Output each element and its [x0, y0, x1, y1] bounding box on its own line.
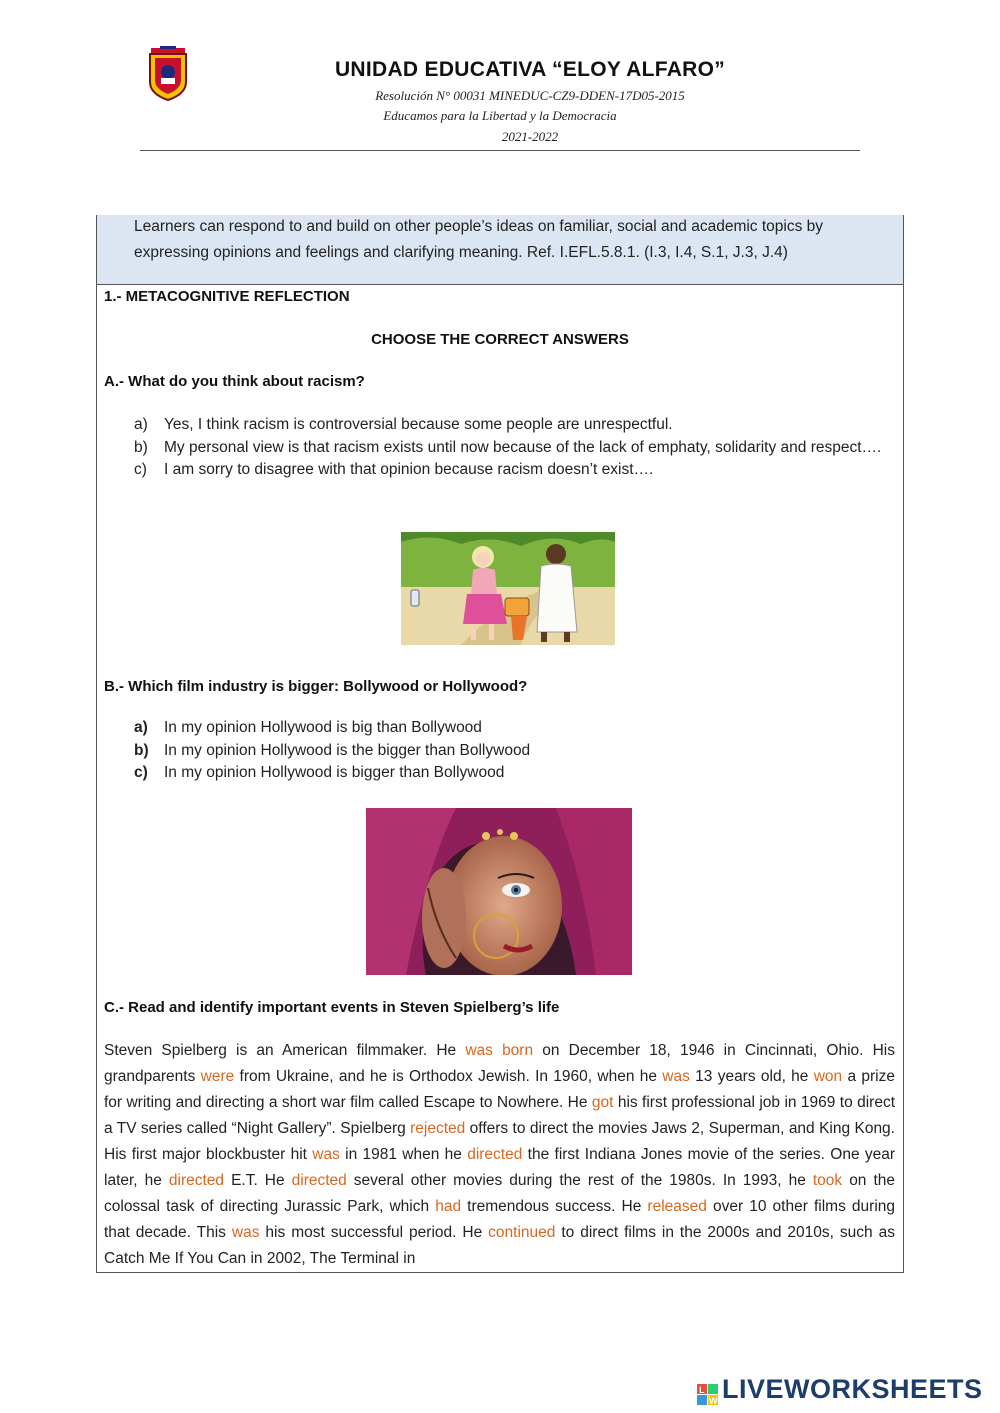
- passage-text: over 10 other films during that decade. This: [104, 1198, 895, 1241]
- option-letter: c): [134, 461, 147, 478]
- liveworksheets-watermark: LIVEWORKSHEETS: [722, 1374, 983, 1404]
- highlighted-verb: directed: [291, 1172, 347, 1189]
- passage-text: on December 18, 1946 in Cincinnati, Ohio. His grandparents: [104, 1042, 895, 1085]
- highlighted-verb: continued: [488, 1224, 556, 1241]
- passage-text: from Ukraine, and he is Orthodox Jewish. In 1960, when he: [234, 1068, 663, 1085]
- spielberg-reading-passage: [104, 1038, 895, 1270]
- section-heading: 1.- METACOGNITIVE REFLECTION: [104, 288, 350, 305]
- question-a-options: [134, 414, 894, 482]
- option-text: In my opinion Hollywood is the bigger than Bollywood: [164, 741, 531, 759]
- passage-text: the first Indiana Jones movie of the series. One year later, he: [104, 1146, 895, 1189]
- logo-letter: W: [709, 1396, 718, 1406]
- option-text: In my opinion Hollywood is bigger than Bollywood: [164, 764, 505, 781]
- school-title: UNIDAD EDUCATIVA “ELOY ALFARO”: [334, 58, 726, 81]
- question-c-title: C.- Read and identify important events in Steven Spielberg’s life: [104, 999, 560, 1016]
- highlighted-verb: was: [231, 1224, 260, 1241]
- answer-option[interactable]: [134, 762, 894, 785]
- racism-cartoon-image: [401, 532, 615, 645]
- highlighted-verb: was born: [465, 1042, 534, 1059]
- option-letter: b): [134, 438, 148, 456]
- option-text: Yes, I think racism is controversial because some people are unrespectful.: [164, 416, 673, 433]
- passage-text: his most successful period. He: [259, 1224, 489, 1241]
- logo-letter: L: [699, 1385, 705, 1395]
- passage-text: a prize for writing and directing a short war film called Escape to Nowhere. He: [104, 1068, 895, 1111]
- highlighted-verb: were: [200, 1068, 235, 1085]
- passage-text: to direct films in the 2000s and 2010s, such as Catch Me If You Can in 2002, The Terminal in: [104, 1224, 895, 1267]
- highlighted-verb: rejected: [410, 1120, 466, 1137]
- objective-text: Learners can respond to and build on other people’s ideas on familiar, social and academic topics by expressing opinions and feelings and clarifying meaning. Ref. I.EFL.5.8.1. (I.3, I.4, S.1, J.3, J.4): [134, 218, 824, 261]
- header-divider: [140, 150, 860, 151]
- option-letter: c): [134, 764, 148, 781]
- motto-line: Educamos para la Libertad y la Democracia: [383, 108, 617, 123]
- option-letter: a): [134, 416, 148, 433]
- passage-text: tremendous success. He: [461, 1198, 648, 1215]
- answer-option[interactable]: [134, 459, 894, 482]
- highlighted-verb: was: [662, 1068, 690, 1085]
- option-text: I am sorry to disagree with that opinion because racism doesn’t exist….: [164, 461, 654, 478]
- passage-text: E.T. He: [224, 1172, 292, 1189]
- passage-text: several other movies during the rest of the 1980s. In 1993, he: [346, 1172, 813, 1189]
- highlighted-verb: took: [812, 1172, 843, 1189]
- highlighted-verb: directed: [168, 1172, 225, 1189]
- school-year: 2021-2022: [501, 129, 559, 144]
- highlighted-verb: released: [647, 1198, 707, 1215]
- highlighted-verb: had: [435, 1198, 462, 1215]
- highlighted-verb: got: [591, 1094, 614, 1111]
- option-letter: b): [134, 741, 149, 759]
- answer-option[interactable]: [134, 717, 894, 740]
- question-b-options: [134, 717, 894, 785]
- option-text: My personal view is that racism exists until now because of the lack of emphaty, solidarity and respect….: [164, 438, 882, 456]
- option-letter: a): [134, 719, 148, 736]
- highlighted-verb: was: [312, 1146, 340, 1163]
- option-text: In my opinion Hollywood is big than Bollywood: [164, 719, 482, 736]
- passage-text: 13 years old, he: [689, 1068, 814, 1085]
- question-b-title: B.- Which film industry is bigger: Bollywood or Hollywood?: [104, 678, 528, 695]
- passage-text: in 1981 when he: [339, 1146, 468, 1163]
- bollywood-bride-photo: [366, 808, 632, 975]
- answer-option[interactable]: [134, 437, 894, 460]
- question-a-title: A.- What do you think about racism?: [104, 373, 365, 390]
- highlighted-verb: won: [813, 1068, 843, 1085]
- resolution-line: Resolución N° 00031 MINEDUC-CZ9-DDEN-17D05-2015: [375, 88, 685, 103]
- instruction-heading: CHOOSE THE CORRECT ANSWERS: [371, 331, 629, 348]
- answer-option[interactable]: [134, 740, 894, 763]
- answer-option[interactable]: [134, 414, 894, 437]
- passage-text: his first professional job in 1969 to direct a TV series called “Night Gallery”. Spielberg: [104, 1094, 895, 1137]
- passage-text: offers to direct the movies Jaws 2, Superman, and King Kong. His first major blockbuster hit: [104, 1120, 895, 1163]
- highlighted-verb: directed: [467, 1146, 523, 1163]
- passage-text: Steven Spielberg is an American filmmaker. He: [104, 1042, 466, 1059]
- passage-text: on the colossal task of directing Jurassic Park, which: [104, 1172, 895, 1215]
